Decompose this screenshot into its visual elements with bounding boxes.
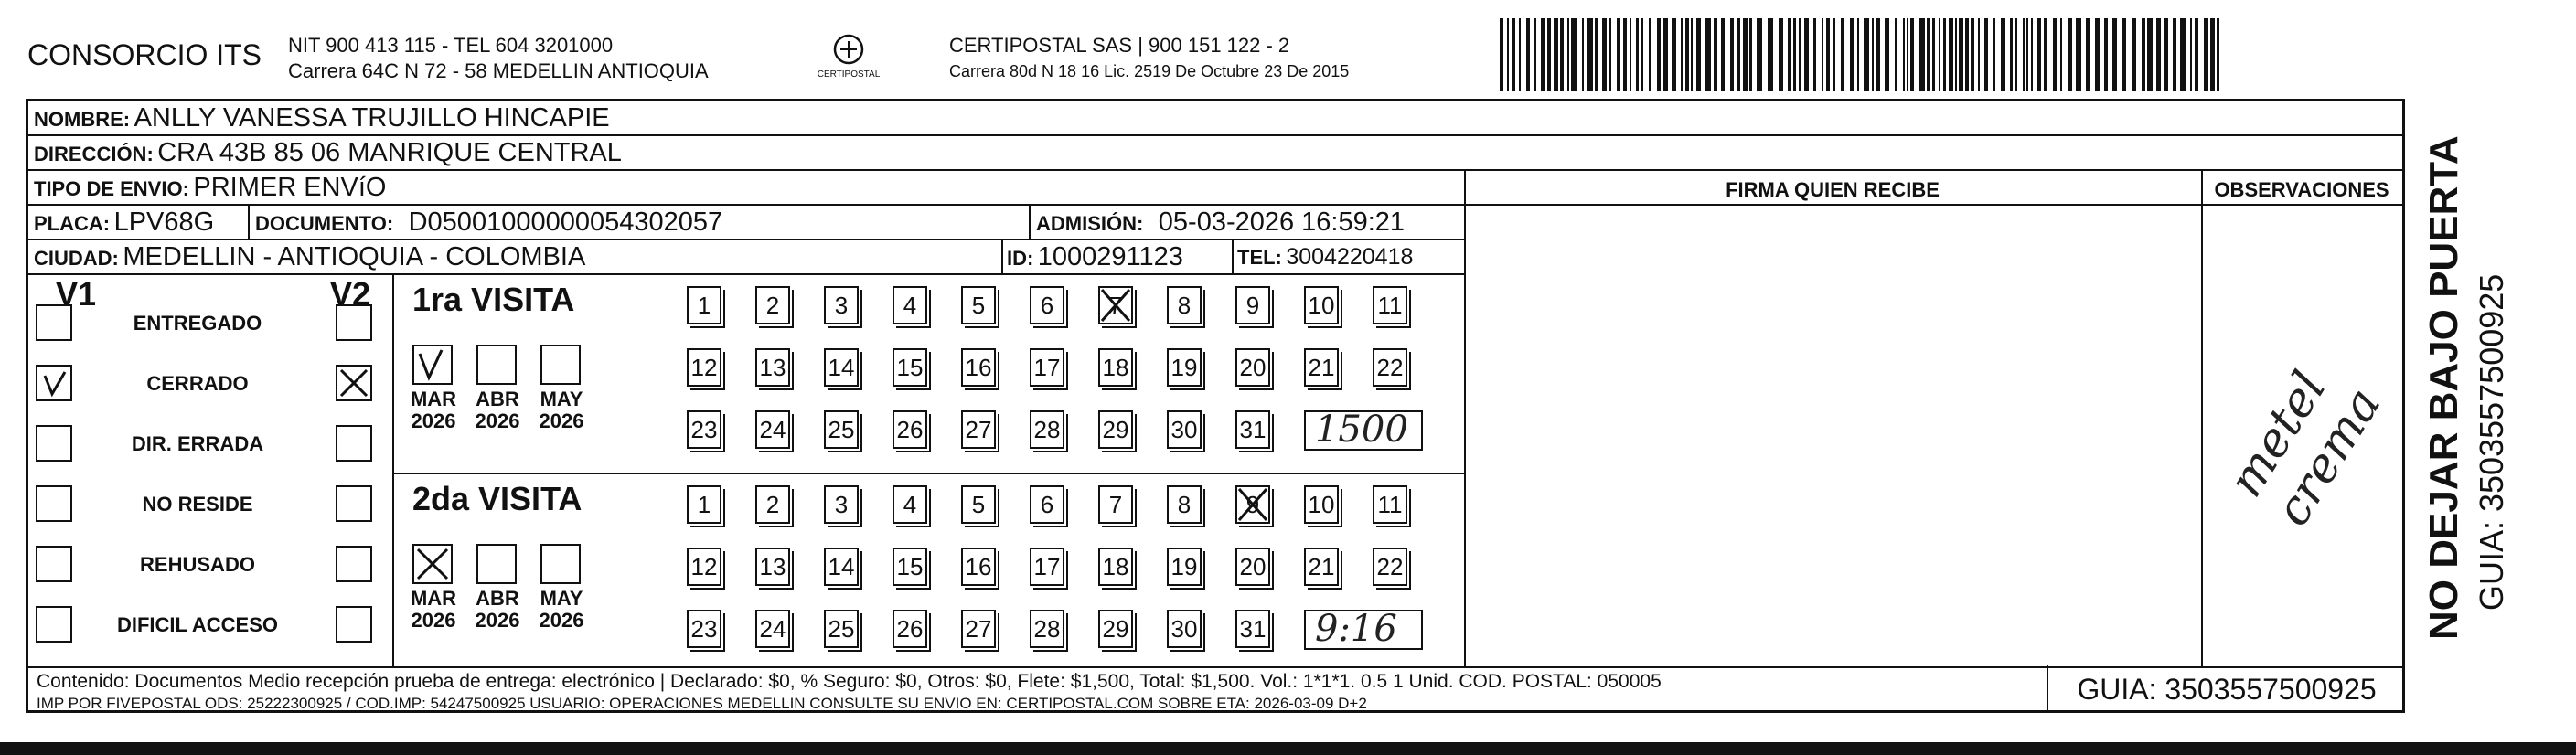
status-label: NO RESIDE [142,493,253,516]
placa-value: LPV68G [113,207,215,237]
day-cell[interactable] [824,348,859,387]
day-number: 25 [828,415,855,443]
tipo-row [34,173,386,203]
v2-checkbox[interactable] [336,606,372,643]
day-number: 31 [1239,415,1267,443]
month-label [529,388,593,432]
day-cell[interactable] [824,286,859,324]
v1-checkbox[interactable] [36,425,72,462]
visit-title: 2da VISITA [412,480,583,517]
day-cell[interactable] [893,410,927,449]
day-cell[interactable] [1098,286,1133,324]
tel-value: 3004220418 [1286,244,1414,270]
month-name: MAR [410,587,457,610]
day-cell[interactable] [1030,286,1064,324]
day-number: 8 [1177,291,1192,319]
day-number: 10 [1308,490,1335,518]
nombre-label: NOMBRE: [34,108,131,131]
day-number: 5 [971,490,986,518]
day-cell[interactable] [1373,548,1407,586]
day-number: 4 [903,291,917,319]
day-cell[interactable] [1030,548,1064,586]
day-number: 21 [1308,353,1335,381]
day-cell[interactable] [1030,610,1064,648]
day-cell[interactable] [824,548,859,586]
observaciones-handwriting: metel crema [2218,362,2392,536]
day-cell[interactable] [893,485,927,524]
day-cell[interactable] [1098,548,1133,586]
v1-checkbox[interactable] [36,365,72,401]
v1-checkbox[interactable] [36,485,72,522]
day-number: 20 [1239,552,1267,580]
documento-value: D05001000000054302057 [408,207,723,237]
day-number: 2 [765,291,780,319]
carrier-address: Carrera 80d N 18 16 Lic. 2519 De Octubre 23 De 2015 [949,62,1350,80]
day-number: 16 [965,353,992,381]
day-number: 1 [697,490,711,518]
month-checkbox[interactable] [540,544,581,584]
tel-row [1237,244,1413,271]
day-mark-icon [1098,286,1133,324]
admision-value: 05-03-2026 16:59:21 [1158,207,1406,237]
day-number: 13 [759,552,786,580]
day-cell[interactable] [893,348,927,387]
day-number: 23 [690,614,718,643]
v1-label: V1 [56,275,97,313]
month-name: MAY [540,388,583,410]
bottom-rule [0,742,2576,755]
day-cell[interactable] [687,286,721,324]
guia-number: GUIA: 3503557500925 [2047,665,2405,713]
day-cell[interactable] [1098,348,1133,387]
day-cell[interactable] [1235,286,1270,324]
month-year: 2026 [411,609,456,632]
day-cell[interactable] [961,485,996,524]
day-cell[interactable] [1304,485,1339,524]
company-address: Carrera 64C N 72 - 58 MEDELLIN ANTIOQUIA [288,59,709,82]
day-number: 13 [759,353,786,381]
day-number: 19 [1170,353,1198,381]
status-label: DIR. ERRADA [131,432,264,455]
month-checkbox[interactable] [476,544,517,584]
day-cell[interactable] [755,485,790,524]
direccion-label: DIRECCIÓN: [34,143,154,165]
day-number: 18 [1102,552,1129,580]
day-number: 24 [759,415,786,443]
placa-row [34,207,214,238]
guide-frame [26,99,2405,713]
time-box[interactable] [1304,610,1423,650]
day-number: 27 [965,415,992,443]
nombre-row [34,103,610,133]
month-label [401,588,465,632]
day-cell[interactable] [961,286,996,324]
day-cell[interactable] [1167,610,1202,648]
day-number: 23 [690,415,718,443]
day-cell[interactable] [1030,410,1064,449]
month-year: 2026 [539,609,584,632]
day-number: 14 [828,552,855,580]
day-number: 8 [1177,490,1192,518]
day-number: 17 [1033,353,1061,381]
month-checkbox[interactable] [412,345,453,385]
status-label: ENTREGADO [133,312,262,335]
barcode-icon [1500,18,2231,91]
id-label: ID: [1007,247,1034,270]
ciudad-row [34,242,585,272]
logo-text: CERTIPOSTAL [817,69,881,80]
day-number: 17 [1033,552,1061,580]
day-cell[interactable] [961,410,996,449]
documento-row [255,207,722,238]
day-cell[interactable] [755,610,790,648]
month-name: MAY [540,587,583,610]
day-cell[interactable] [755,348,790,387]
day-cell[interactable] [893,548,927,586]
v1-checkbox[interactable] [36,546,72,582]
time-box[interactable] [1304,410,1423,451]
day-cell[interactable] [1167,548,1202,586]
day-cell[interactable] [687,485,721,524]
day-cell[interactable] [1098,410,1133,449]
day-number: 20 [1239,353,1267,381]
v1-checkbox[interactable] [36,304,72,341]
day-number: 6 [1040,291,1054,319]
v2-checkbox[interactable] [336,304,372,341]
month-checkbox[interactable] [412,544,453,584]
day-cell[interactable] [1235,410,1270,449]
footer-impresion: IMP POR FIVEPOSTAL ODS: 25222300925 / COD.IMP: 54247500925 USUARIO: OPERACIONES MEDELLIN CONSULTE SU ENVIO EN: CERTIPOSTAL.COM SOBRE ETA: 2026-03-09 D+2 [37,695,1367,712]
day-number: 27 [965,614,992,643]
v1-checkbox[interactable] [36,606,72,643]
day-number: 26 [896,614,924,643]
v2-label: V2 [330,275,371,313]
day-cell[interactable] [687,548,721,586]
day-number: 30 [1170,415,1198,443]
month-year: 2026 [411,409,456,432]
observaciones-header: OBSERVACIONES [2214,178,2389,201]
day-cell[interactable] [1167,348,1202,387]
day-number: 10 [1308,291,1335,319]
month-label [529,588,593,632]
carrier-name: CERTIPOSTAL SAS | 900 151 122 - 2 [949,34,1290,57]
day-cell[interactable] [1373,485,1407,524]
day-number: 28 [1033,614,1061,643]
company-nit: NIT 900 413 115 - TEL 604 3201000 [288,34,614,57]
day-cell[interactable] [824,410,859,449]
day-number: 29 [1102,415,1129,443]
company-name: CONSORCIO ITS [27,38,262,71]
v2-checkbox[interactable] [336,546,372,582]
day-number: 6 [1040,490,1054,518]
day-number: 28 [1033,415,1061,443]
tipo-label: TIPO DE ENVIO: [34,177,189,200]
day-number: 26 [896,415,924,443]
day-cell[interactable] [1373,286,1407,324]
day-cell[interactable] [961,610,996,648]
day-cell[interactable] [824,610,859,648]
firma-header: FIRMA QUIEN RECIBE [1726,178,1940,201]
day-cell[interactable] [1304,548,1339,586]
day-number: 9 [1245,490,1260,518]
day-cell[interactable] [1167,485,1202,524]
day-cell[interactable] [755,410,790,449]
day-cell[interactable] [687,610,721,648]
day-number: 31 [1239,614,1267,643]
id-value: 1000291123 [1037,242,1183,271]
status-label: REHUSADO [140,553,255,576]
day-cell[interactable] [1098,485,1133,524]
day-number: 3 [834,490,849,518]
day-number: 7 [1108,490,1123,518]
month-checkbox[interactable] [476,345,517,385]
day-number: 4 [903,490,917,518]
day-number: 21 [1308,552,1335,580]
day-cell[interactable] [755,286,790,324]
direccion-row [34,138,622,168]
month-year: 2026 [475,609,520,632]
direccion-value: CRA 43B 85 06 MANRIQUE CENTRAL [157,138,622,167]
day-number: 22 [1376,353,1404,381]
placa-label: PLACA: [34,212,111,235]
day-number: 25 [828,614,855,643]
footer-contenido: Contenido: Documentos Medio recepción prueba de entrega: electrónico | Declarado: $0, % Seguro: $0, Otros: $0, Flete: $1,500, Total: $1,500. Vol.: 1*1*1. 0.5 1 Unid. COD. POSTAL: 050005 [37,671,1662,692]
day-number: 29 [1102,614,1129,643]
id-row [1007,242,1183,272]
day-cell[interactable] [755,548,790,586]
day-cell[interactable] [1235,348,1270,387]
day-number: 5 [971,291,986,319]
day-number: 11 [1377,291,1403,319]
day-number: 3 [834,291,849,319]
day-cell[interactable] [687,410,721,449]
day-cell[interactable] [1235,610,1270,648]
month-label [401,388,465,432]
v2-checkbox[interactable] [336,425,372,462]
day-cell[interactable] [1235,485,1270,524]
day-number: 30 [1170,614,1198,643]
tel-label: TEL: [1237,246,1282,269]
month-name: MAR [410,388,457,410]
company-info [288,33,709,84]
day-number: 11 [1377,490,1403,518]
side-warning: NO DEJAR BAJO PUERTA [2421,135,2466,640]
day-number: 12 [690,353,718,381]
day-cell[interactable] [1098,610,1133,648]
day-cell[interactable] [961,548,996,586]
day-number: 18 [1102,353,1129,381]
ciudad-value: MEDELLIN - ANTIOQUIA - COLOMBIA [123,242,586,271]
day-number: 24 [759,614,786,643]
day-number: 14 [828,353,855,381]
side-guia: GUIA: 3503557500925 [2473,273,2510,611]
status-label: DIFICIL ACCESO [116,613,278,636]
day-cell[interactable] [1030,348,1064,387]
day-number: 1 [697,291,711,319]
day-number: 2 [765,490,780,518]
day-number: 15 [896,552,924,580]
status-label: CERRADO [146,372,249,395]
day-cell[interactable] [1167,410,1202,449]
day-number: 16 [965,552,992,580]
day-cell[interactable] [1030,485,1064,524]
v2-checkbox[interactable] [336,485,372,522]
day-cell[interactable] [961,348,996,387]
ciudad-label: CIUDAD: [34,247,119,270]
admision-label: ADMISIÓN: [1036,212,1144,235]
day-cell[interactable] [1373,348,1407,387]
tipo-value: PRIMER ENVíO [193,173,387,202]
v2-checkbox[interactable] [336,365,372,401]
day-mark-icon [1235,485,1270,524]
month-label [465,388,529,432]
day-cell[interactable] [1304,286,1339,324]
day-number: 22 [1376,552,1404,580]
day-number: 7 [1108,291,1123,319]
carrier-info [949,33,1349,84]
day-cell[interactable] [687,348,721,387]
day-number: 19 [1170,552,1198,580]
visit-title: 1ra VISITA [412,281,575,318]
day-number: 12 [690,552,718,580]
time-handwriting: 9:16 [1315,608,1397,650]
documento-label: DOCUMENTO: [255,212,394,235]
month-label [465,588,529,632]
day-cell[interactable] [1167,286,1202,324]
time-handwriting: 1500 [1315,409,1408,451]
day-number: 15 [896,353,924,381]
day-cell[interactable] [1235,548,1270,586]
admision-row [1036,207,1405,238]
day-number: 9 [1245,291,1260,319]
month-name: ABR [476,388,519,410]
certipostal-logo [817,31,881,82]
month-year: 2026 [475,409,520,432]
day-cell[interactable] [893,286,927,324]
day-cell[interactable] [1304,348,1339,387]
month-name: ABR [476,587,519,610]
month-checkbox[interactable] [540,345,581,385]
day-cell[interactable] [824,485,859,524]
nombre-value: ANLLY VANESSA TRUJILLO HINCAPIE [134,103,610,133]
month-year: 2026 [539,409,584,432]
day-cell[interactable] [893,610,927,648]
